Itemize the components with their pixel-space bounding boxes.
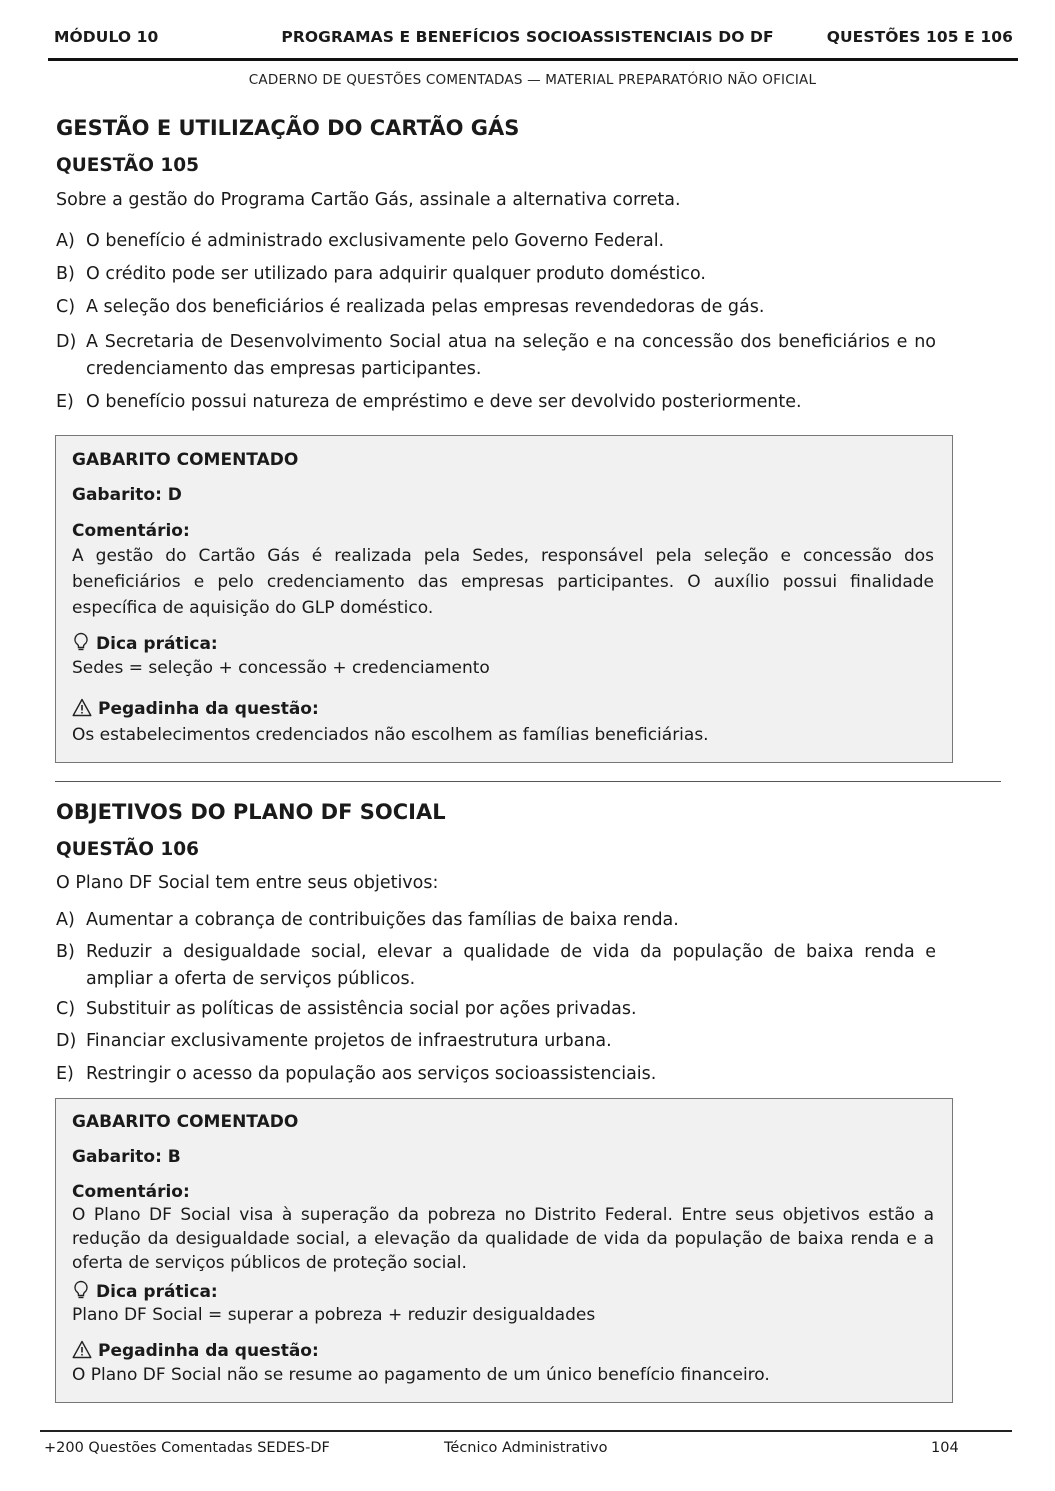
option-text: Financiar exclusivamente projetos de infraestrutura urbana. bbox=[86, 1031, 612, 1051]
tip-heading bbox=[72, 1280, 218, 1302]
option-c bbox=[56, 294, 936, 321]
tip-text: Plano DF Social = superar a pobreza + reduzir desigualdades bbox=[72, 1305, 596, 1325]
question-number: QUESTÃO 105 bbox=[56, 155, 199, 176]
trap-text: O Plano DF Social não se resume ao pagamento de um único benefício financeiro. bbox=[72, 1365, 770, 1385]
option-letter: A) bbox=[56, 231, 75, 251]
answer-box-heading: GABARITO COMENTADO bbox=[72, 450, 299, 470]
option-text: Reduzir a desigualdade social, elevar a qualidade de vida da população de baixa renda e ampliar a oferta de serviços públicos. bbox=[86, 942, 936, 989]
header-subtitle: CADERNO DE QUESTÕES COMENTADAS — MATERIAL PREPARATÓRIO NÃO OFICIAL bbox=[248, 72, 817, 88]
option-b bbox=[56, 939, 936, 993]
option-text: O benefício é administrado exclusivamente pelo Governo Federal. bbox=[86, 231, 665, 251]
footer-rule bbox=[40, 1430, 1012, 1432]
option-c bbox=[56, 996, 936, 1023]
page-number: 104 bbox=[931, 1440, 959, 1456]
trap-heading bbox=[72, 698, 319, 719]
option-letter: B) bbox=[56, 942, 75, 962]
option-text: O crédito pode ser utilizado para adquirir qualquer produto doméstico. bbox=[86, 264, 706, 284]
section-heading: GESTÃO E UTILIZAÇÃO DO CARTÃO GÁS bbox=[56, 116, 520, 140]
tip-label: Dica prática: bbox=[96, 1282, 218, 1302]
option-text: Restringir o acesso da população aos serviços socioassistenciais. bbox=[86, 1064, 657, 1084]
option-letter: D) bbox=[56, 1031, 77, 1051]
option-b bbox=[56, 261, 936, 288]
option-letter: C) bbox=[56, 999, 76, 1019]
option-text: O benefício possui natureza de empréstimo e deve ser devolvido posteriormente. bbox=[86, 392, 802, 412]
section-heading: OBJETIVOS DO PLANO DF SOCIAL bbox=[56, 800, 446, 824]
trap-heading bbox=[72, 1340, 319, 1361]
section-divider bbox=[55, 781, 1001, 782]
tip-label: Dica prática: bbox=[96, 634, 218, 654]
header-rule bbox=[48, 58, 1018, 61]
comment-text: O Plano DF Social visa à superação da pobreza no Distrito Federal. Entre seus objetivos estão a redução da desigualdade social, a elevação da qualidade de vida da população de baixa renda e a oferta de serviços públicos de proteção social. bbox=[72, 1205, 934, 1273]
option-letter: C) bbox=[56, 297, 76, 317]
warning-icon bbox=[72, 1340, 92, 1359]
option-text: A Secretaria de Desenvolvimento Social atua na seleção e na concessão dos beneficiários e no credenciamento das empresas participantes. bbox=[86, 332, 936, 379]
option-text: Aumentar a cobrança de contribuições das famílias de baixa renda. bbox=[86, 910, 679, 930]
option-e bbox=[56, 389, 936, 416]
comment-text: A gestão do Cartão Gás é realizada pela Sedes, responsável pela seleção e concessão dos beneficiários e pelo credenciamento das empresas participantes. O auxílio possui finalidade específica de aquisição do GLP doméstico. bbox=[72, 546, 934, 618]
option-e bbox=[56, 1061, 936, 1088]
trap-label: Pegadinha da questão: bbox=[98, 1341, 319, 1361]
option-d bbox=[56, 1028, 936, 1055]
option-d bbox=[56, 329, 936, 383]
trap-label: Pegadinha da questão: bbox=[98, 699, 319, 719]
answer-box bbox=[55, 435, 953, 763]
tip-heading bbox=[72, 632, 218, 654]
lightbulb-icon bbox=[72, 632, 90, 652]
option-letter: D) bbox=[56, 332, 77, 352]
questions-range: QUESTÕES 105 E 106 bbox=[826, 28, 1013, 46]
option-a bbox=[56, 228, 936, 255]
tip-text: Sedes = seleção + concessão + credenciamento bbox=[72, 658, 490, 678]
header-title: PROGRAMAS E BENEFÍCIOS SOCIOASSISTENCIAIS DO DF bbox=[281, 28, 774, 46]
comment-label: Comentário: bbox=[72, 521, 190, 541]
question-number: QUESTÃO 106 bbox=[56, 839, 199, 860]
option-text: A seleção dos beneficiários é realizada pelas empresas revendedoras de gás. bbox=[86, 297, 765, 317]
answer-box-heading: GABARITO COMENTADO bbox=[72, 1112, 299, 1132]
lightbulb-icon bbox=[72, 1280, 90, 1300]
answer-key: Gabarito: D bbox=[72, 485, 182, 505]
trap-text: Os estabelecimentos credenciados não escolhem as famílias beneficiárias. bbox=[72, 725, 709, 745]
question-stem: Sobre a gestão do Programa Cartão Gás, assinale a alternativa correta. bbox=[56, 190, 681, 210]
option-letter: B) bbox=[56, 264, 75, 284]
footer-position: Técnico Administrativo bbox=[444, 1440, 608, 1456]
answer-key: Gabarito: B bbox=[72, 1147, 181, 1167]
option-text: Substituir as políticas de assistência social por ações privadas. bbox=[86, 999, 637, 1019]
warning-icon bbox=[72, 698, 92, 717]
question-stem: O Plano DF Social tem entre seus objetivos: bbox=[56, 873, 439, 893]
section-title-2 bbox=[56, 800, 956, 824]
footer-book-title: +200 Questões Comentadas SEDES-DF bbox=[44, 1440, 330, 1456]
option-letter: E) bbox=[56, 1064, 74, 1084]
comment-label: Comentário: bbox=[72, 1182, 190, 1202]
option-a bbox=[56, 907, 936, 934]
module-label: MÓDULO 10 bbox=[54, 28, 159, 46]
running-header bbox=[0, 28, 1055, 52]
section-title-1 bbox=[56, 116, 956, 140]
option-letter: E) bbox=[56, 392, 74, 412]
option-letter: A) bbox=[56, 910, 75, 930]
answer-box bbox=[55, 1098, 953, 1403]
